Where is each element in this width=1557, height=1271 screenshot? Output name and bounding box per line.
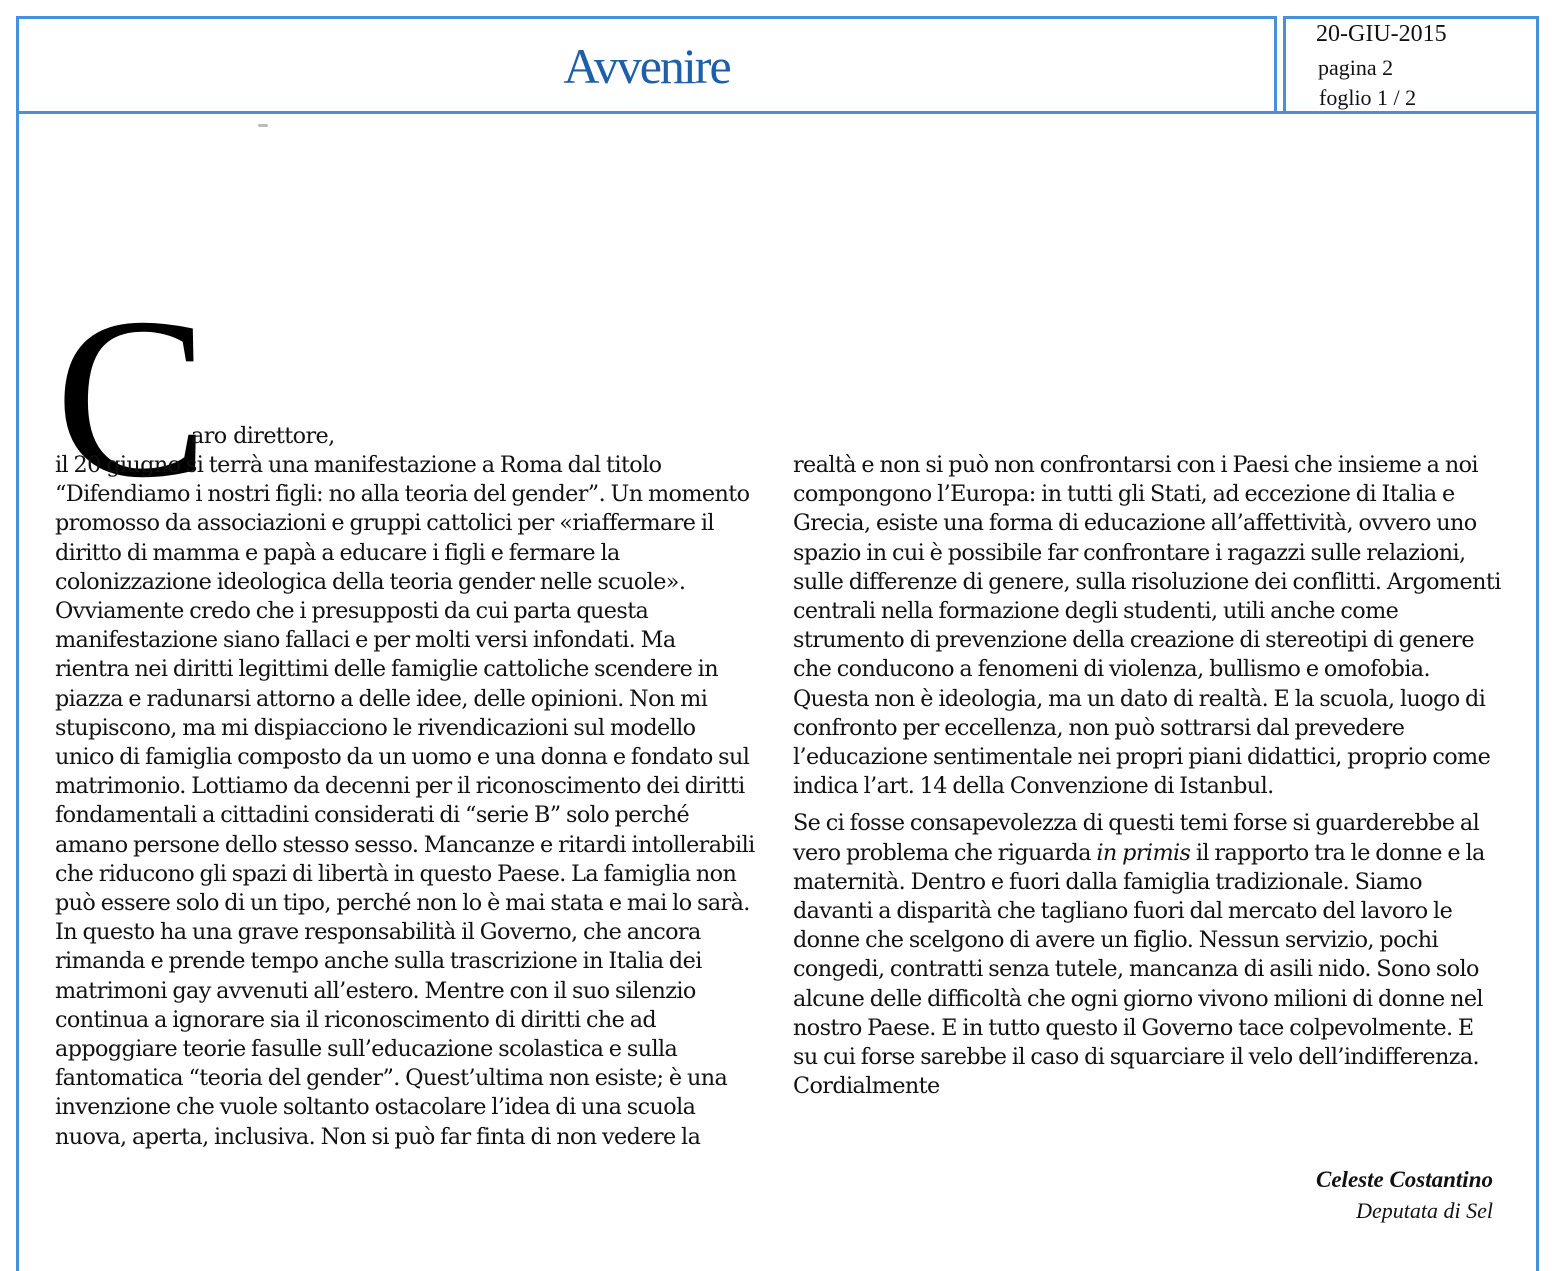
clipping-meta-box — [1283, 16, 1539, 114]
author-role: Deputata di Sel — [1356, 1198, 1493, 1223]
masthead-box — [16, 16, 1277, 114]
paragraph — [793, 809, 1503, 1072]
signature — [1316, 1164, 1493, 1226]
drop-cap: C — [55, 270, 209, 525]
paragraph: il 20 giugno si terrà una manifestazione a Roma dal titolo “Difendiamo i nostri figli: no alla teoria del gender”. Un momento promosso da associazioni e gruppi cattolici per «riaffermare il diritto di mamma e papà a educare i figli e fermare la colonizzazione ideologica della teoria gender nelle scuole». Ovviamente credo che i presupposti da cui parta questa manifestazione siano fallaci e per molti versi infondati. Ma rientra nei diritti legittimi delle famiglie cattoliche scendere in piazza e radunarsi attorno a delle idee, delle opinioni. Non mi stupiscono, ma mi dispiacciono le rivendicazioni sul modello unico di famiglia composto da un uomo e una donna e fondato sul matrimonio. Lottiamo da decenni per il riconoscimento dei diritti fondamentali a cittadini considerati di “serie B” solo perché amano persone dello stesso sesso. Mancanze e ritardi intollerabili che riducono gli spazi di libertà in questo Paese. La famiglia non può essere solo di un tipo, perché non lo è mai stata e mai lo sarà. — [55, 452, 755, 917]
author-name: Celeste Costantino — [1316, 1167, 1493, 1192]
right-column — [793, 451, 1503, 1101]
page-number: pagina 2 — [1318, 55, 1394, 80]
newspaper-masthead: Avvenire — [563, 38, 730, 94]
paragraph-text: il rapporto tra le donne e la maternità. Dentro e fuori dalla famiglia tradizionale. Siamo davanti a disparità che tagliano fuori dal mercato del lavoro le donne che scelgono di avere un figlio. Nessun servizio, pochi congedi, contratti senza tutele, mancanza di asili nido. Sono solo alcune delle difficoltà che ogni giorno vivono milioni di donne nel nostro Paese. E in tutto questo il Governo tace colpevolmente. E su cui forse sarebbe il caso di squarciare il velo dell’indifferenza. — [793, 839, 1485, 1071]
publication-date: 20-GIU-2015 — [1316, 21, 1447, 47]
paragraph: realtà e non si può non confrontarsi con i Paesi che insieme a noi compongono l’Europa: in tutti gli Stati, ad eccezione di Italia e Grecia, esiste una forma di educazione all’affettività, ovvero uno spazio in cui è possibile far confrontare i ragazzi sulle relazioni, sulle differenze di genere, sulla risoluzione dei conflitti. Argomenti centrali nella formazione degli studenti, utili anche come strumento di prevenzione della creazione di stereotipi di genere che conducono a fenomeni di violenza, bullismo e omofobia. Questa non è ideologia, ma un dato di realtà. E la scuola, luogo di confronto per eccellenza, non può sottrarsi dal prevedere l’educazione sentimentale nei propri piani didattici, proprio come indica l’art. 14 della Convenzione di Istanbul. — [793, 452, 1501, 800]
salutation: aro direttore, — [191, 423, 335, 449]
paragraph: In questo ha una grave responsabilità il Governo, che ancora rimanda e prende tempo anche sulla trascrizione in Italia dei matrimoni gay avvenuti all’estero. Mentre con il suo silenzio continua a ignorare sia il riconoscimento di diritti che ad appoggiare teorie fasulle sull’educazione scolastica e sulla fantomatica “teoria del gender”. Quest’ultima non esiste; è una invenzione che vuole soltanto ostacolare l’idea di una scuola nuova, aperta, inclusiva. Non si può far finta di non vedere la — [55, 919, 728, 1150]
scan-mark — [258, 124, 268, 127]
italic-phrase: in primis — [1096, 839, 1191, 866]
left-column — [55, 451, 755, 1152]
paragraph-text: Se ci fosse consapevolezza di questi temi forse si guarderebbe al vero problema che riguarda — [793, 810, 1480, 866]
closing: Cordialmente — [793, 1073, 940, 1100]
sheet-number: foglio 1 / 2 — [1319, 85, 1417, 110]
